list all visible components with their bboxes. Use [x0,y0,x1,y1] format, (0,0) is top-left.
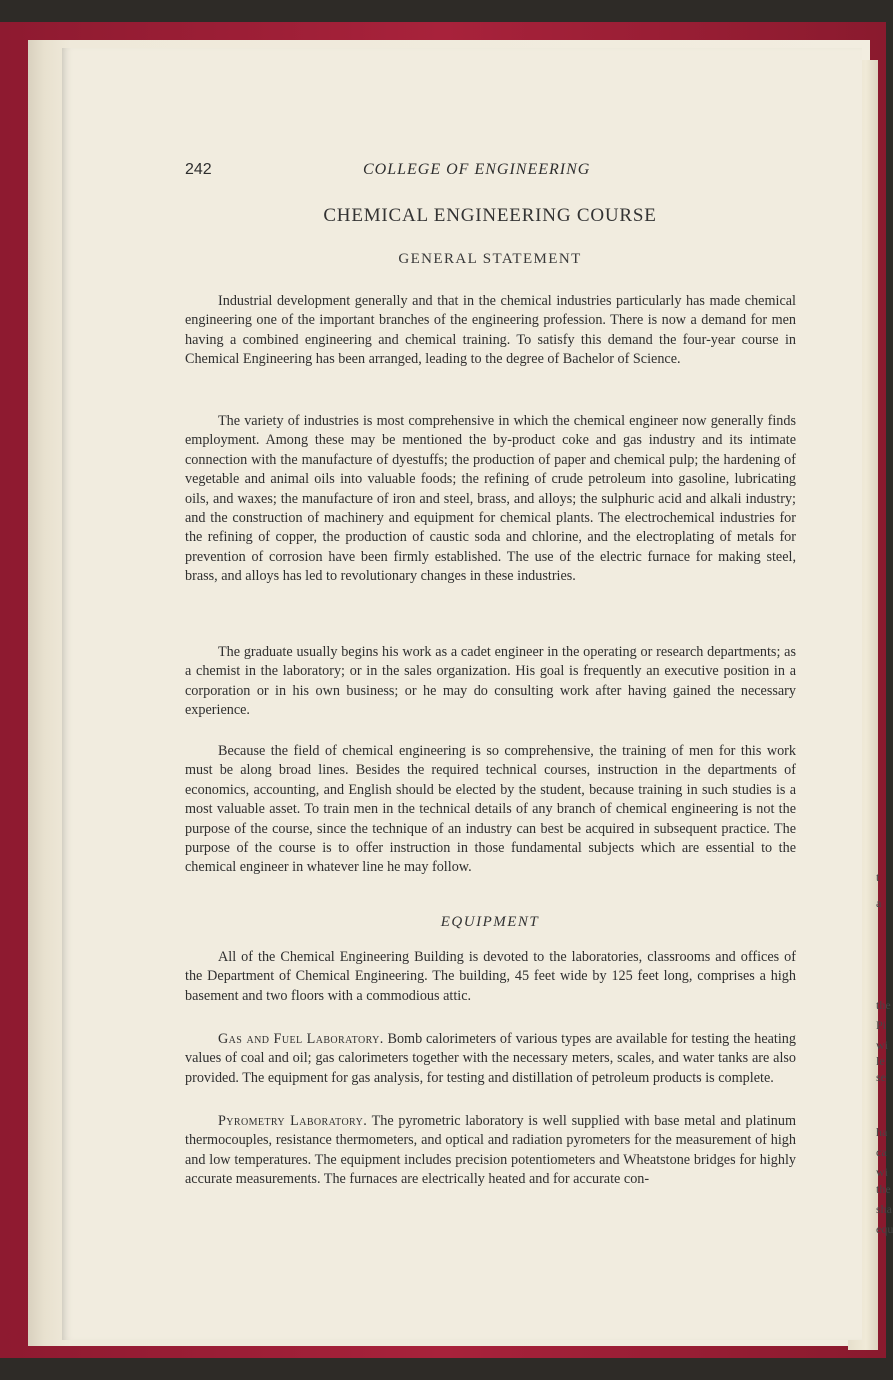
bleed-text: le [876,1054,885,1068]
paragraph-lead: Pyrometry Laboratory. [218,1113,368,1129]
bleed-text: Pi [876,1018,887,1032]
running-title: COLLEGE OF ENGINEERING [363,161,591,178]
section-subtitle: GENERAL STATEMENT [398,251,582,267]
bleed-text: wi [876,1038,888,1052]
paragraph-body: The pyrometric laboratory is well supplied with base metal and platinum thermocouples, resistance thermometers, and optical and radiation pyrometers for the measurement of high and low temperatures. The equipment includes precision potentiometers and Wheatstone bridges for highly accurate measurements. The furnaces are electrically heated and for accurate con- [185,1113,796,1188]
equipment-heading: EQUIPMENT [440,914,540,930]
bleed-text: the [876,998,891,1012]
paragraph [185,1030,796,1088]
paragraph: The variety of industries is most comprehensive in which the chemical engineer now generally finds employment. Among these may be mentioned the by-product coke and gas industry and its intimate connection with the manufacture of dyestuffs; the production of paper and chemical pulp; the hardening of vegetable and animal oils into valuable foods; the refining of crude petroleum into gasoline, lubricating oils, and waxes; the manufacture of iron and steel, brass, and alloys; the sulphuric acid and alkali industry; and the construction of machinery and equipment for chemical plants. The electrochemical industries for the refining of copper, the production of caustic soda and chlorine, and the electroplating of metals for prevention of corrosion have been firmly established. The use of the electric furnace for making steel, brass, and alloys has led to revolutionary changes in these industries. [185,413,796,585]
bleed-text: ca [876,1145,887,1159]
bleed-text: wi [876,1165,888,1179]
paragraph-lead: Gas and Fuel Laboratory. [218,1031,384,1047]
paragraph: The graduate usually begins his work as a cadet engineer in the operating or research departments; as a chemist in the laboratory; or in the sales organization. His goal is frequently an executive position in a corporation or in his own business; or he may do consulting work after having gained the necessary experience. [185,644,796,719]
paragraph-body: Bomb calorimeters of various types are available for testing the heating values of coal and oil; gas calorimeters together with the necessary meters, scales, and water tanks are also provided. The equipment for gas analysis, for testing and distillation of petroleum products is complete. [185,1031,796,1086]
bleed-text: the [876,1182,891,1196]
page-header [185,161,625,185]
paragraph: All of the Chemical Engineering Building is devoted to the laboratories, classrooms and offices of the Department of Chemical Engineering. The building, 45 feet wide by 125 feet long, comprises a high basement and two floors with a commodious attic. [185,949,796,1004]
paragraph: Because the field of chemical engineering is so comprehensive, the training of men for this work must be along broad lines. Besides the required technical courses, instruction in the departments of economics, accounting, and English should be elected by the student, because training in such studies is a most valuable asset. To train men in the technical details of any branch of chemical engineering is not the purpose of the course, since the technique of an industry can best be acquired in subsequent practice. The purpose of the course is to offer instruction in those fundamental subjects which are essential to the chemical engineer in whatever line he may follow. [185,743,796,876]
page-title: CHEMICAL ENGINEERING COURSE [323,205,657,226]
bleed-text: a [876,896,882,910]
paragraph [185,1112,796,1190]
paragraph: Industrial development generally and that in the chemical industries particularly has made chemical engineering one of the important branches of the engineering profession. There is now a demand for men having a combined engineering and chemical training. To satisfy this demand the four-year course in Chemical Engineering has been arranged, leading to the degree of Bachelor of Science. [185,293,796,368]
bleed-text: ha [876,1125,888,1139]
bleed-text: sha [876,1202,892,1216]
bleed-text: equ [876,1222,893,1236]
bleed-text: t [876,870,880,884]
page-number: 242 [185,161,212,178]
bleed-text: se [876,1070,886,1084]
